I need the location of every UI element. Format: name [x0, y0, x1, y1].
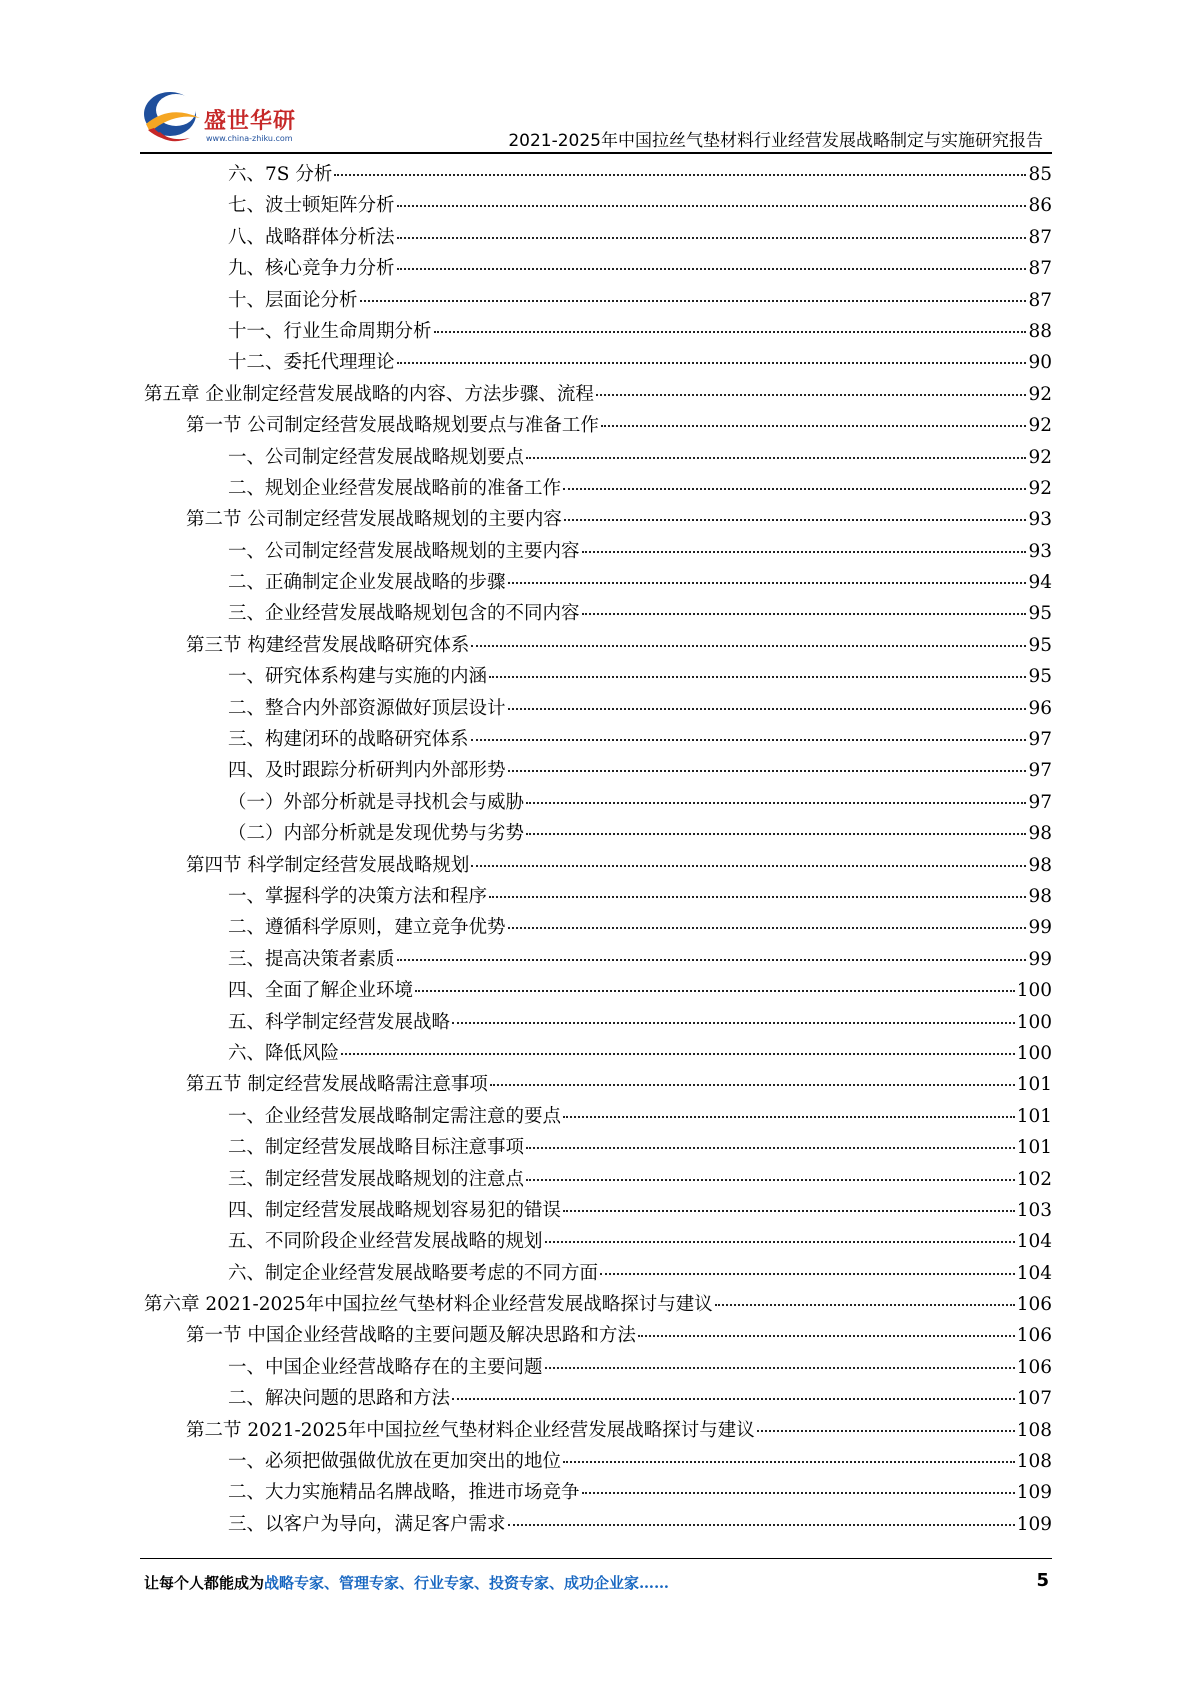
toc-entry[interactable]	[144, 1415, 1052, 1446]
toc-dot-leader	[341, 1052, 1015, 1055]
toc-entry[interactable]	[144, 285, 1052, 316]
toc-entry[interactable]	[144, 975, 1052, 1006]
toc-dot-leader	[397, 361, 1027, 364]
toc-entry[interactable]	[144, 693, 1052, 724]
toc-dot-leader	[526, 801, 1026, 804]
toc-entry[interactable]	[144, 379, 1052, 410]
toc-entry-title: （二）内部分析就是发现优势与劣势	[228, 823, 525, 845]
toc-dot-leader	[508, 769, 1027, 772]
toc-entry-title: 四、全面了解企业环境	[228, 980, 414, 1002]
toc-entry-title: 第五章 企业制定经营发展战略的内容、方法步骤、流程	[144, 383, 594, 405]
toc-dot-leader	[490, 1083, 1015, 1086]
toc-entry-page: 97	[1028, 760, 1052, 782]
toc-entry-page: 101	[1016, 1105, 1052, 1127]
toc-entry-title: 三、构建闭环的战略研究体系	[228, 729, 469, 751]
toc-entry[interactable]	[144, 442, 1052, 473]
toc-dot-leader	[638, 1334, 1015, 1337]
toc-entry-page: 92	[1028, 415, 1052, 437]
toc-dot-leader	[563, 1209, 1015, 1212]
toc-entry-title: 第四节 科学制定经营发展战略规划	[186, 854, 470, 876]
toc-entry[interactable]	[144, 1132, 1052, 1163]
toc-entry-page: 99	[1028, 917, 1052, 939]
document-title: 2021-2025年中国拉丝气垫材料行业经营发展战略制定与实施研究报告	[508, 131, 1043, 151]
toc-entry-page: 102	[1016, 1168, 1052, 1190]
toc-entry-page: 97	[1028, 729, 1052, 751]
toc-dot-leader	[508, 926, 1027, 929]
toc-entry[interactable]	[144, 1164, 1052, 1195]
toc-entry[interactable]	[144, 567, 1052, 598]
toc-entry-title: 一、中国企业经营战略存在的主要问题	[228, 1356, 543, 1378]
toc-dot-leader	[582, 612, 1027, 615]
toc-entry[interactable]	[144, 1258, 1052, 1289]
toc-entry-title: 六、降低风险	[228, 1042, 340, 1064]
toc-entry-page: 98	[1028, 885, 1052, 907]
toc-entry-title: 三、制定经营发展战略规划的注意点	[228, 1168, 525, 1190]
toc-dot-leader	[471, 738, 1027, 741]
toc-entry-title: 三、以客户为导向，满足客户需求	[228, 1513, 506, 1535]
toc-dot-leader	[564, 518, 1027, 521]
logo-url: www.china-zhiku.com	[206, 134, 293, 143]
page-header	[0, 0, 1191, 160]
toc-dot-leader	[452, 1397, 1015, 1400]
toc-dot-leader	[397, 236, 1027, 239]
toc-entry-title: 四、及时跟踪分析研判内外部形势	[228, 760, 506, 782]
toc-entry[interactable]	[144, 1101, 1052, 1132]
toc-entry-page: 108	[1016, 1451, 1052, 1473]
toc-dot-leader	[489, 675, 1026, 678]
toc-dot-leader	[508, 1523, 1015, 1526]
toc-entry-title: 一、企业经营发展战略制定需注意的要点	[228, 1105, 562, 1127]
toc-entry[interactable]	[144, 1038, 1052, 1069]
toc-entry-page: 104	[1016, 1262, 1052, 1284]
company-logo	[140, 84, 310, 150]
toc-entry-title: 十、层面论分析	[228, 289, 358, 311]
toc-dot-leader	[397, 267, 1027, 270]
toc-entry-title: 一、公司制定经营发展战略规划要点	[228, 446, 525, 468]
slogan-highlight: 战略专家、管理专家、行业专家、投资专家、成功企业家……	[264, 1574, 670, 1592]
toc-dot-leader	[526, 832, 1026, 835]
footer-slogan	[144, 1572, 669, 1593]
toc-entry-page: 85	[1028, 164, 1052, 185]
toc-entry[interactable]	[144, 347, 1052, 378]
toc-entry-title: 五、科学制定经营发展战略	[228, 1011, 451, 1033]
toc-dot-leader	[563, 1115, 1015, 1118]
toc-entry-page: 99	[1028, 948, 1052, 970]
toc-entry-title: 三、提高决策者素质	[228, 948, 395, 970]
toc-entry-title: 第一节 中国企业经营战略的主要问题及解决思路和方法	[186, 1325, 636, 1347]
toc-dot-leader	[545, 1366, 1015, 1369]
toc-entry[interactable]	[144, 881, 1052, 912]
toc-dot-leader	[601, 424, 1027, 427]
toc-dot-leader	[563, 487, 1026, 490]
toc-dot-leader	[508, 581, 1027, 584]
toc-dot-leader	[526, 456, 1026, 459]
header-divider	[140, 152, 1052, 154]
toc-entry[interactable]	[144, 1007, 1052, 1038]
page-number: 5	[1036, 1570, 1049, 1591]
toc-dot-leader	[471, 864, 1026, 867]
toc-dot-leader	[415, 989, 1015, 992]
toc-dot-leader	[582, 550, 1027, 553]
toc-entry-title: 一、必须把做强做优放在更加突出的地位	[228, 1451, 562, 1473]
toc-entry-title: 二、遵循科学原则，建立竞争优势	[228, 917, 506, 939]
toc-entry[interactable]	[144, 1320, 1052, 1351]
toc-entry-title: 二、规划企业经营发展战略前的准备工作	[228, 477, 562, 499]
toc-entry[interactable]	[144, 1226, 1052, 1257]
toc-entry[interactable]	[144, 1383, 1052, 1414]
toc-entry-title: 三、企业经营发展战略规划包含的不同内容	[228, 603, 580, 625]
toc-entry-title: 九、核心竞争力分析	[228, 258, 395, 280]
toc-entry-title: 第三节 构建经营发展战略研究体系	[186, 634, 470, 656]
toc-entry[interactable]	[144, 1289, 1052, 1320]
toc-dot-leader	[545, 1240, 1015, 1243]
toc-dot-leader	[434, 330, 1027, 333]
toc-dot-leader	[360, 299, 1027, 302]
toc-entry-title: 二、整合内外部资源做好顶层设计	[228, 697, 506, 719]
toc-entry[interactable]	[144, 755, 1052, 786]
toc-entry-title: 二、制定经营发展战略目标注意事项	[228, 1137, 525, 1159]
toc-entry-page: 87	[1028, 226, 1052, 248]
toc-entry-page: 93	[1028, 540, 1052, 562]
logo-swoosh-icon	[140, 84, 204, 150]
toc-entry-page: 101	[1016, 1074, 1052, 1096]
toc-entry[interactable]	[144, 661, 1052, 692]
toc-entry[interactable]	[144, 1477, 1052, 1508]
toc-entry-title: 第五节 制定经营发展战略需注意事项	[186, 1074, 488, 1096]
toc-entry-page: 94	[1028, 572, 1052, 594]
toc-entry[interactable]	[144, 787, 1052, 818]
toc-entry-page: 97	[1028, 791, 1052, 813]
toc-entry[interactable]	[144, 253, 1052, 284]
toc-entry-page: 109	[1016, 1513, 1052, 1535]
table-of-contents	[144, 159, 1052, 1540]
toc-entry-title: （一）外部分析就是寻找机会与威胁	[228, 791, 525, 813]
toc-entry[interactable]	[144, 159, 1052, 190]
toc-dot-leader	[471, 644, 1026, 647]
toc-entry-page: 100	[1016, 1011, 1052, 1033]
toc-entry-page: 95	[1028, 666, 1052, 688]
toc-dot-leader	[715, 1303, 1015, 1306]
toc-entry[interactable]	[144, 190, 1052, 221]
toc-entry[interactable]	[144, 818, 1052, 849]
toc-entry-page: 92	[1028, 446, 1052, 468]
toc-dot-leader	[397, 958, 1027, 961]
toc-dot-leader	[563, 1460, 1015, 1463]
toc-entry-title: 十二、委托代理理论	[228, 352, 395, 374]
toc-entry[interactable]	[144, 598, 1052, 629]
toc-entry[interactable]	[144, 473, 1052, 504]
toc-entry-title: 八、战略群体分析法	[228, 226, 395, 248]
toc-entry-page: 103	[1016, 1199, 1052, 1221]
toc-entry[interactable]	[144, 944, 1052, 975]
slogan-lead: 让每个人都能成为	[144, 1574, 265, 1592]
toc-entry[interactable]	[144, 504, 1052, 535]
toc-entry-page: 106	[1016, 1356, 1052, 1378]
toc-entry-title: 二、解决问题的思路和方法	[228, 1388, 451, 1410]
toc-entry-page: 87	[1028, 289, 1052, 311]
toc-entry-page: 92	[1028, 383, 1052, 405]
toc-dot-leader	[600, 1272, 1015, 1275]
toc-entry-page: 107	[1016, 1388, 1052, 1410]
toc-entry-page: 98	[1028, 854, 1052, 876]
toc-entry-title: 四、制定经营发展战略规划容易犯的错误	[228, 1199, 562, 1221]
toc-entry-page: 109	[1016, 1482, 1052, 1504]
toc-entry[interactable]	[144, 1069, 1052, 1100]
toc-entry[interactable]	[144, 410, 1052, 441]
toc-entry-page: 104	[1016, 1231, 1052, 1253]
toc-entry-page: 88	[1028, 320, 1052, 342]
toc-entry-page: 95	[1028, 603, 1052, 625]
toc-entry-title: 六、制定企业经营发展战略要考虑的不同方面	[228, 1262, 599, 1284]
toc-entry-page: 95	[1028, 634, 1052, 656]
toc-entry-title: 第一节 公司制定经营发展战略规划要点与准备工作	[186, 415, 599, 437]
logo-name: 盛世华研	[204, 109, 297, 134]
toc-dot-leader	[508, 707, 1027, 710]
toc-entry-page: 108	[1016, 1419, 1052, 1441]
toc-entry-title: 七、波士顿矩阵分析	[228, 195, 395, 217]
toc-entry[interactable]	[144, 222, 1052, 253]
toc-entry-title: 第六章 2021-2025年中国拉丝气垫材料企业经营发展战略探讨与建议	[144, 1294, 713, 1316]
toc-dot-leader	[334, 173, 1026, 176]
toc-entry[interactable]	[144, 316, 1052, 347]
footer-divider	[140, 1558, 1052, 1559]
toc-entry-title: 第二节 2021-2025年中国拉丝气垫材料企业经营发展战略探讨与建议	[186, 1419, 755, 1441]
toc-entry[interactable]	[144, 1509, 1052, 1540]
toc-entry-title: 十一、行业生命周期分析	[228, 320, 432, 342]
toc-entry[interactable]	[144, 912, 1052, 943]
toc-entry-title: 六、7S 分析	[228, 164, 333, 185]
toc-entry[interactable]	[144, 1195, 1052, 1226]
toc-entry-title: 一、公司制定经营发展战略规划的主要内容	[228, 540, 580, 562]
toc-entry-page: 90	[1028, 352, 1052, 374]
toc-dot-leader	[489, 895, 1026, 898]
toc-entry-page: 92	[1028, 477, 1052, 499]
toc-entry-title: 二、大力实施精品名牌战略，推进市场竞争	[228, 1482, 580, 1504]
toc-entry-page: 100	[1016, 980, 1052, 1002]
toc-entry-page: 93	[1028, 509, 1052, 531]
toc-dot-leader	[526, 1178, 1015, 1181]
toc-entry-title: 第二节 公司制定经营发展战略规划的主要内容	[186, 509, 562, 531]
toc-entry[interactable]	[144, 1352, 1052, 1383]
toc-entry-title: 二、正确制定企业发展战略的步骤	[228, 572, 506, 594]
toc-entry-page: 96	[1028, 697, 1052, 719]
toc-entry-title: 五、不同阶段企业经营发展战略的规划	[228, 1231, 543, 1253]
toc-dot-leader	[757, 1429, 1015, 1432]
toc-entry-title: 一、研究体系构建与实施的内涵	[228, 666, 488, 688]
toc-entry-page: 86	[1028, 195, 1052, 217]
toc-entry-page: 100	[1016, 1042, 1052, 1064]
toc-dot-leader	[452, 1021, 1015, 1024]
toc-entry-page: 98	[1028, 823, 1052, 845]
toc-dot-leader	[596, 393, 1027, 396]
toc-dot-leader	[582, 1491, 1015, 1494]
toc-entry-page: 87	[1028, 258, 1052, 280]
toc-entry-title: 一、掌握科学的决策方法和程序	[228, 885, 488, 907]
toc-entry-page: 106	[1016, 1294, 1052, 1316]
toc-entry[interactable]	[144, 630, 1052, 661]
toc-entry-page: 101	[1016, 1137, 1052, 1159]
toc-entry[interactable]	[144, 850, 1052, 881]
toc-dot-leader	[526, 1146, 1015, 1149]
toc-entry[interactable]	[144, 1446, 1052, 1477]
toc-dot-leader	[397, 204, 1027, 207]
toc-entry[interactable]	[144, 536, 1052, 567]
toc-entry-page: 106	[1016, 1325, 1052, 1347]
toc-entry[interactable]	[144, 724, 1052, 755]
